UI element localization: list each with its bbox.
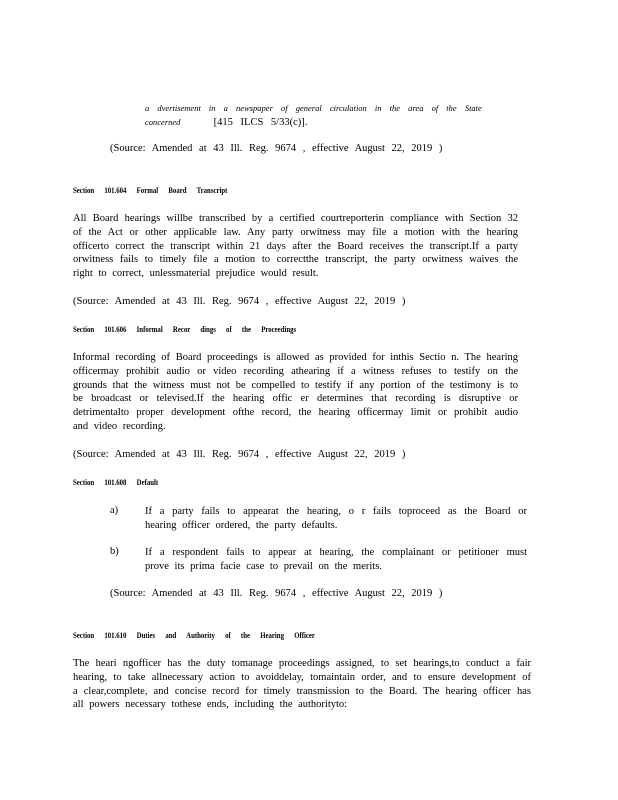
intro-concerned-line	[145, 116, 307, 128]
section-body: All Board hearings willbe transcribed by a certified courtreporterin compliance with Section 32 of the Act or other applicable law. Any party orwitness may file a motion with the hearing officerto correct the transcript within 21 days after the Board receives the transcript.If a party orwitness fails to timely file a motion to correctthe transcript, the party orwitness waives the right to correct, unlessmaterial prejudice would result.	[73, 213, 518, 280]
section-body: Informal recording of Board proceedings is allowed as provided for inthis Sectio n. The hearing officermay prohibit audio or video recording athearing if a witness refuses to testify on the grounds that the witness must not be compelled to testify if any portion of the testimony is to be broadcast or televised.If the hearing offic er determines that recording is disruptive or detrimentalto proper development ofthe record, the hearing officermay limit or prohibit audio and video recording.	[73, 352, 518, 432]
source-note: (Source: Amended at 43 Ill. Reg. 9674 , effective August 22, 2019 )	[73, 449, 406, 460]
section-heading: Section 101.604 Formal Board Transcript	[73, 186, 228, 195]
intro-citation: [415 ILCS 5/33(c)].	[213, 117, 308, 128]
intro-concerned: concerned	[145, 117, 181, 127]
section-heading: Section 101.608 Default	[73, 478, 159, 487]
list-item-letter: a)	[110, 505, 119, 516]
list-item-text: If a party fails to appearat the hearing, o r fails toproceed as the Board or hearing officer ordered, the party defaults.	[145, 506, 527, 531]
section-heading: Section 101.606 Informal Recor dings of the Proceedings	[73, 325, 297, 334]
source-note: (Source: Amended at 43 Ill. Reg. 9674 , effective August 22, 2019 )	[110, 143, 443, 154]
source-note: (Source: Amended at 43 Ill. Reg. 9674 , effective August 22, 2019 )	[110, 588, 443, 599]
source-note: (Source: Amended at 43 Ill. Reg. 9674 , effective August 22, 2019 )	[73, 296, 406, 307]
list-item-letter: b)	[110, 546, 119, 557]
list-item-text: If a respondent fails to appear at hearing, the complainant or petitioner must prove its prima facie case to prevail on the merits.	[145, 547, 527, 572]
section-heading: Section 101.610 Duties and Authority of the Hearing Officer	[73, 631, 315, 640]
section-body: The heari ngofficer has the duty tomanage proceedings assigned, to set hearings,to conduct a fair hearing, to take allnecessary action to avoiddelay, tomaintain order, and to ensure development of a clear,complete, and concise record for timely transmission to the Board. The hearing officer has all powers necessary tothese ends, including the authorityto:	[73, 658, 531, 711]
intro-italic-line: a dvertisement in a newspaper of general circulation in the area of the State	[145, 103, 482, 113]
